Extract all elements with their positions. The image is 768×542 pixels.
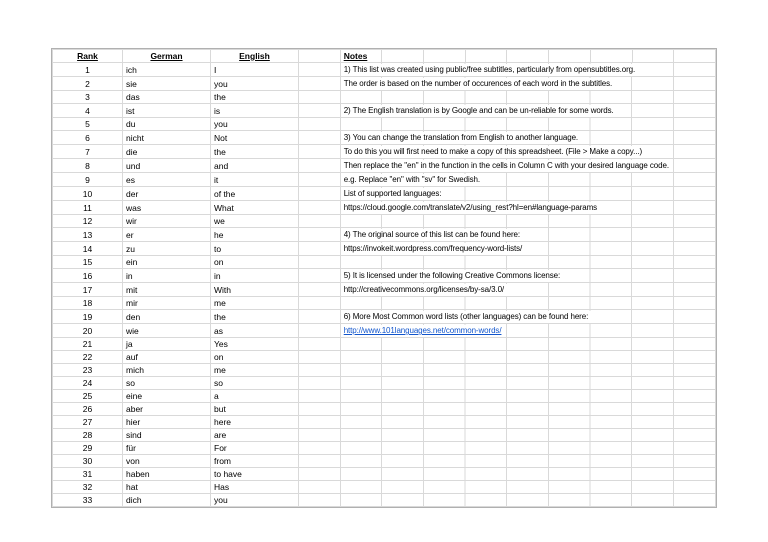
german-cell: in (123, 269, 211, 283)
note-text: The order is based on the number of occurences of each word in the subtitles. (341, 78, 615, 90)
notes-cell (340, 468, 715, 481)
rank-cell: 9 (53, 173, 123, 187)
english-cell: you (211, 77, 299, 91)
notes-cell (340, 256, 715, 269)
spreadsheet (51, 48, 717, 508)
german-cell: ja (123, 338, 211, 351)
empty-cell (632, 50, 674, 63)
table-row (53, 297, 716, 310)
table-row (53, 442, 716, 455)
rank-cell: 29 (53, 442, 123, 455)
spacer-cell (299, 351, 341, 364)
notes-cell (340, 377, 715, 390)
german-cell: wir (123, 215, 211, 228)
spacer-cell (299, 324, 341, 338)
english-cell: is (211, 104, 299, 118)
german-cell: eine (123, 390, 211, 403)
table-row (53, 403, 716, 416)
notes-cell (340, 228, 715, 242)
notes-cell (340, 77, 715, 91)
header-notes: Notes (340, 50, 382, 63)
spacer-cell (299, 201, 341, 215)
table-body (53, 63, 716, 507)
notes-cell (340, 283, 715, 297)
spacer-cell (299, 91, 341, 104)
spacer-cell (299, 481, 341, 494)
english-cell: a (211, 390, 299, 403)
german-cell: mich (123, 364, 211, 377)
table-row (53, 481, 716, 494)
spacer-cell (299, 494, 341, 507)
english-cell: me (211, 364, 299, 377)
spacer-cell (299, 77, 341, 91)
german-cell: und (123, 159, 211, 173)
spacer-cell (299, 377, 341, 390)
rank-cell: 8 (53, 159, 123, 173)
note-text: http://creativecommons.org/licenses/by-sa/3.0/ (341, 284, 507, 296)
english-cell: and (211, 159, 299, 173)
english-cell: you (211, 118, 299, 131)
rank-cell: 26 (53, 403, 123, 416)
german-cell: er (123, 228, 211, 242)
notes-cell (340, 201, 715, 215)
spacer-cell (299, 256, 341, 269)
spacer-cell (299, 338, 341, 351)
table-row (53, 256, 716, 269)
note-text: 5) It is licensed under the following Creative Commons license: (341, 270, 563, 282)
table-row (53, 283, 716, 297)
notes-cell (340, 324, 715, 338)
english-cell: the (211, 91, 299, 104)
spacer-cell (299, 455, 341, 468)
spacer-cell (299, 364, 341, 377)
german-cell: hat (123, 481, 211, 494)
table-row (53, 310, 716, 324)
table-row (53, 187, 716, 201)
header-english: English (211, 50, 299, 63)
english-cell: Has (211, 481, 299, 494)
rank-cell: 31 (53, 468, 123, 481)
rank-cell: 32 (53, 481, 123, 494)
german-cell: es (123, 173, 211, 187)
rank-cell: 24 (53, 377, 123, 390)
german-cell: du (123, 118, 211, 131)
rank-cell: 28 (53, 429, 123, 442)
note-text: 1) This list was created using public/free subtitles, particularly from opensubtitles.org. (341, 64, 638, 76)
table-row (53, 131, 716, 145)
empty-cell (465, 50, 507, 63)
english-cell: are (211, 429, 299, 442)
rank-cell: 18 (53, 297, 123, 310)
header-german: German (123, 50, 211, 63)
spacer-cell (299, 63, 341, 77)
spacer-cell (299, 118, 341, 131)
notes-cell (340, 187, 715, 201)
header-rank: Rank (53, 50, 123, 63)
notes-cell (340, 131, 715, 145)
table-row (53, 104, 716, 118)
rank-cell: 22 (53, 351, 123, 364)
note-text: https://invokeit.wordpress.com/frequency-word-lists/ (341, 243, 525, 255)
spacer-cell (299, 131, 341, 145)
table-row (53, 63, 716, 77)
german-cell: auf (123, 351, 211, 364)
rank-cell: 30 (53, 455, 123, 468)
note-text: 6) More Most Common word lists (other languages) can be found here: (341, 311, 592, 323)
rank-cell: 14 (53, 242, 123, 256)
notes-cell (340, 63, 715, 77)
table-row (53, 118, 716, 131)
spacer-cell (299, 159, 341, 173)
rank-cell: 20 (53, 324, 123, 338)
english-cell: but (211, 403, 299, 416)
notes-cell (340, 173, 715, 187)
german-cell: was (123, 201, 211, 215)
spacer-cell (299, 269, 341, 283)
spacer-cell (299, 468, 341, 481)
english-cell: on (211, 256, 299, 269)
table-row (53, 494, 716, 507)
german-cell: das (123, 91, 211, 104)
notes-cell (340, 481, 715, 494)
english-cell: the (211, 145, 299, 159)
german-cell: sie (123, 77, 211, 91)
notes-cell (340, 159, 715, 173)
notes-cell (340, 269, 715, 283)
english-cell: he (211, 228, 299, 242)
german-cell: mit (123, 283, 211, 297)
rank-cell: 15 (53, 256, 123, 269)
table-row (53, 429, 716, 442)
english-cell: so (211, 377, 299, 390)
german-cell: der (123, 187, 211, 201)
rank-cell: 11 (53, 201, 123, 215)
german-cell: zu (123, 242, 211, 256)
spacer-cell (299, 283, 341, 297)
english-cell: on (211, 351, 299, 364)
notes-cell (340, 104, 715, 118)
table-row (53, 468, 716, 481)
spacer-cell (299, 215, 341, 228)
english-cell: Not (211, 131, 299, 145)
spacer-cell (299, 242, 341, 256)
header-row (53, 50, 716, 63)
note-text: 2) The English translation is by Google and can be un-reliable for some words. (341, 105, 617, 117)
german-cell: ich (123, 63, 211, 77)
notes-cell (340, 364, 715, 377)
notes-cell (340, 118, 715, 131)
german-cell: ist (123, 104, 211, 118)
table-row (53, 390, 716, 403)
spacer-cell (299, 416, 341, 429)
english-cell: With (211, 283, 299, 297)
empty-cell (590, 50, 632, 63)
word-frequency-table (52, 49, 716, 507)
english-cell: me (211, 297, 299, 310)
rank-cell: 16 (53, 269, 123, 283)
notes-cell (340, 442, 715, 455)
table-row (53, 455, 716, 468)
spacer-cell (299, 173, 341, 187)
rank-cell: 17 (53, 283, 123, 297)
spacer-cell (299, 187, 341, 201)
notes-cell (340, 310, 715, 324)
rank-cell: 2 (53, 77, 123, 91)
spacer-cell (299, 310, 341, 324)
german-cell: nicht (123, 131, 211, 145)
notes-cell (340, 242, 715, 256)
rank-cell: 33 (53, 494, 123, 507)
rank-cell: 25 (53, 390, 123, 403)
english-cell: as (211, 324, 299, 338)
english-cell: here (211, 416, 299, 429)
note-hyperlink[interactable]: http://www.101languages.net/common-words/ (341, 325, 505, 337)
notes-cell (340, 215, 715, 228)
german-cell: für (123, 442, 211, 455)
english-cell: Yes (211, 338, 299, 351)
english-cell: I (211, 63, 299, 77)
german-cell: mir (123, 297, 211, 310)
table-row (53, 159, 716, 173)
table-row (53, 91, 716, 104)
rank-cell: 19 (53, 310, 123, 324)
empty-cell (507, 50, 549, 63)
note-text: To do this you will first need to make a copy of this spreadsheet. (File > Make a copy...) (341, 146, 645, 158)
spacer-cell (299, 50, 341, 63)
german-cell: wie (123, 324, 211, 338)
rank-cell: 6 (53, 131, 123, 145)
rank-cell: 21 (53, 338, 123, 351)
english-cell: of the (211, 187, 299, 201)
notes-cell (340, 338, 715, 351)
spacer-cell (299, 442, 341, 455)
notes-cell (340, 351, 715, 364)
rank-cell: 3 (53, 91, 123, 104)
english-cell: you (211, 494, 299, 507)
german-cell: von (123, 455, 211, 468)
german-cell: hier (123, 416, 211, 429)
english-cell: it (211, 173, 299, 187)
german-cell: so (123, 377, 211, 390)
table-row (53, 215, 716, 228)
english-cell: the (211, 310, 299, 324)
notes-cell (340, 403, 715, 416)
german-cell: den (123, 310, 211, 324)
table-row (53, 377, 716, 390)
note-text: Then replace the "en" in the function in the cells in Column C with your desired language code. (341, 160, 672, 172)
spacer-cell (299, 403, 341, 416)
english-cell: in (211, 269, 299, 283)
note-text: https://cloud.google.com/translate/v2/using_rest?hl=en#language-params (341, 202, 600, 214)
note-text: 4) The original source of this list can be found here: (341, 229, 523, 241)
german-cell: die (123, 145, 211, 159)
spacer-cell (299, 228, 341, 242)
german-cell: haben (123, 468, 211, 481)
english-cell: to have (211, 468, 299, 481)
spacer-cell (299, 429, 341, 442)
spacer-cell (299, 104, 341, 118)
rank-cell: 7 (53, 145, 123, 159)
note-text: 3) You can change the translation from English to another language. (341, 132, 581, 144)
notes-cell (340, 297, 715, 310)
table-row (53, 173, 716, 187)
table-row (53, 338, 716, 351)
notes-cell (340, 416, 715, 429)
rank-cell: 5 (53, 118, 123, 131)
rank-cell: 10 (53, 187, 123, 201)
notes-cell (340, 429, 715, 442)
german-cell: ein (123, 256, 211, 269)
table-row (53, 77, 716, 91)
table-row (53, 351, 716, 364)
spacer-cell (299, 297, 341, 310)
table-row (53, 228, 716, 242)
table-row (53, 364, 716, 377)
notes-cell (340, 145, 715, 159)
english-cell: For (211, 442, 299, 455)
rank-cell: 13 (53, 228, 123, 242)
english-cell: What (211, 201, 299, 215)
rank-cell: 1 (53, 63, 123, 77)
table-row (53, 242, 716, 256)
english-cell: from (211, 455, 299, 468)
empty-cell (382, 50, 424, 63)
empty-cell (549, 50, 591, 63)
german-cell: sind (123, 429, 211, 442)
note-text: List of supported languages: (341, 188, 445, 200)
german-cell: dich (123, 494, 211, 507)
notes-cell (340, 455, 715, 468)
notes-cell (340, 494, 715, 507)
english-cell: to (211, 242, 299, 256)
english-cell: we (211, 215, 299, 228)
table-row (53, 416, 716, 429)
german-cell: aber (123, 403, 211, 416)
note-text: e.g. Replace "en" with "sv" for Swedish. (341, 174, 483, 186)
table-row (53, 201, 716, 215)
table-row (53, 324, 716, 338)
empty-cell (424, 50, 466, 63)
table-row (53, 269, 716, 283)
table-row (53, 145, 716, 159)
empty-cell (674, 50, 716, 63)
rank-cell: 12 (53, 215, 123, 228)
rank-cell: 4 (53, 104, 123, 118)
spacer-cell (299, 145, 341, 159)
notes-cell (340, 91, 715, 104)
notes-cell (340, 390, 715, 403)
spacer-cell (299, 390, 341, 403)
rank-cell: 23 (53, 364, 123, 377)
rank-cell: 27 (53, 416, 123, 429)
